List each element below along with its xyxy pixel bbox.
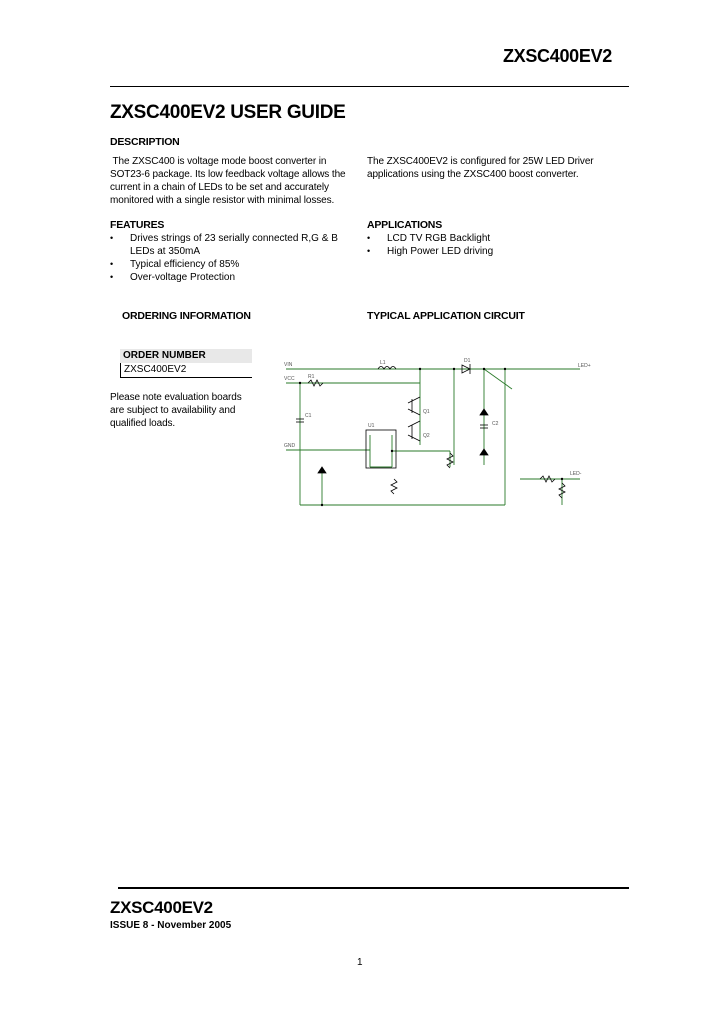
list-item: • Drives strings of 23 serially connected R,G & B LEDs at 350mA xyxy=(110,232,355,258)
label-q2: Q2 xyxy=(423,433,430,439)
order-table xyxy=(120,349,252,378)
ordering-note-line: Please note evaluation boards xyxy=(110,392,242,403)
label-c1: C1 xyxy=(305,413,312,419)
description-right xyxy=(367,155,627,181)
label-l1: L1 xyxy=(380,360,386,366)
features-list xyxy=(110,232,355,284)
footer-product-code: ZXSC400EV2 xyxy=(110,898,213,917)
description-right-line: The ZXSC400EV2 is configured for 25W LED Driver xyxy=(367,156,594,167)
description-left-line: current in a chain of LEDs to be set and accurately xyxy=(110,182,329,193)
label-vin: VIN xyxy=(284,362,293,368)
ordering-note-line: are subject to availability and xyxy=(110,405,236,416)
header-product-code: ZXSC400EV2 xyxy=(502,46,612,66)
description-right-line: applications using the ZXSC400 boost converter. xyxy=(367,169,579,180)
application-circuit-schematic xyxy=(280,355,610,520)
features-heading: FEATURES xyxy=(110,219,165,231)
list-item: • High Power LED driving xyxy=(367,245,622,258)
list-item: • Typical efficiency of 85% xyxy=(110,258,355,271)
label-u1: U1 xyxy=(368,423,375,429)
applications-heading: APPLICATIONS xyxy=(367,219,442,231)
list-item: • LCD TV RGB Backlight xyxy=(367,232,622,245)
ordering-heading: ORDERING INFORMATION xyxy=(122,310,251,322)
circuit-heading: TYPICAL APPLICATION CIRCUIT xyxy=(367,310,525,322)
footer-issue: ISSUE 8 - November 2005 xyxy=(110,920,232,931)
description-left-line: The ZXSC400 is voltage mode boost converter in xyxy=(110,156,327,167)
description-heading: DESCRIPTION xyxy=(110,136,180,148)
ordering-note xyxy=(110,391,270,430)
label-led-minus: LED- xyxy=(570,471,582,477)
header-rule xyxy=(110,86,629,87)
ordering-note-line: qualified loads. xyxy=(110,418,176,429)
applications-list xyxy=(367,232,622,258)
description-left xyxy=(110,155,360,207)
description-left-line: SOT23-6 package. Its low feedback voltage allows the xyxy=(110,169,346,180)
page-number: 1 xyxy=(357,957,363,968)
label-r1: R1 xyxy=(308,374,315,380)
label-q1: Q1 xyxy=(423,409,430,415)
order-table-value: ZXSC400EV2 xyxy=(120,363,252,378)
label-vcc: VCC xyxy=(284,376,295,382)
list-item: • Over-voltage Protection xyxy=(110,271,355,284)
label-gnd: GND xyxy=(284,443,296,449)
page-title: ZXSC400EV2 USER GUIDE xyxy=(110,102,346,123)
footer-rule xyxy=(118,887,629,889)
description-left-line: monitored with a single resistor with minimal losses. xyxy=(110,195,335,206)
order-table-header: ORDER NUMBER xyxy=(120,349,252,363)
label-led-plus: LED+ xyxy=(578,363,591,369)
label-d1: D1 xyxy=(464,358,471,364)
label-c2: C2 xyxy=(492,421,499,427)
